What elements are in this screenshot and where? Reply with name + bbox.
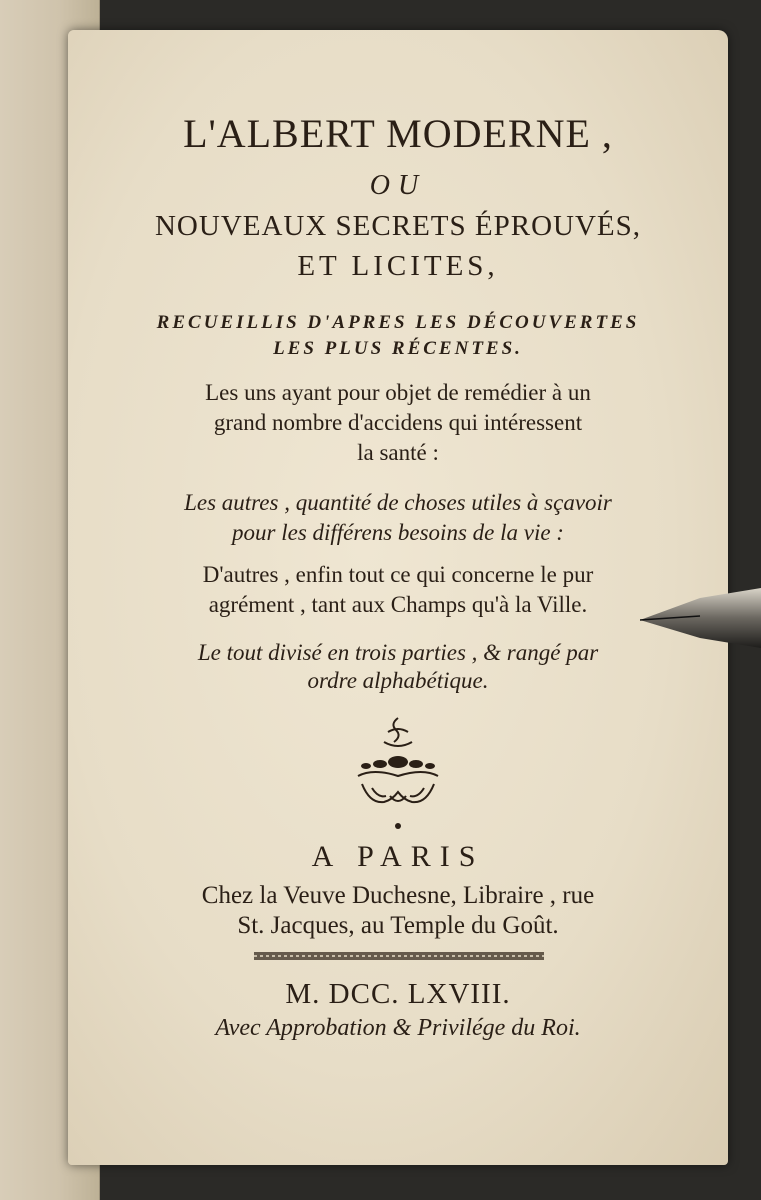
publication-date: M. DCC. LXVIII. bbox=[285, 978, 511, 1010]
paragraph-2-line-1: Les autres , quantité de choses utiles à sçavoir bbox=[184, 490, 612, 515]
book-title: L'ALBERT MODERNE , bbox=[183, 111, 613, 156]
paragraph-3-line-1: D'autres , enfin tout ce qui concerne le pur bbox=[202, 562, 594, 587]
paragraph-4-line-2: ordre alphabétique. bbox=[307, 668, 489, 693]
subtitle-line-1: NOUVEAUX SECRETS ÉPROUVÉS, bbox=[154, 210, 641, 242]
title-page bbox=[68, 30, 728, 1165]
city: A PARIS bbox=[311, 840, 485, 873]
paragraph-3-line-2: agrément , tant aux Champs qu'à la Ville. bbox=[208, 592, 588, 617]
imprint-line-2: St. Jacques, au Temple du Goût. bbox=[237, 912, 559, 939]
subtitle-line-2: ET LICITES, bbox=[297, 250, 499, 282]
ou-separator: OU bbox=[369, 170, 427, 201]
imprint-line-1: Chez la Veuve Duchesne, Libraire , rue bbox=[201, 882, 595, 909]
pen-nib bbox=[640, 588, 761, 648]
paragraph-1-line-3: la santé : bbox=[357, 440, 439, 465]
paragraph-1-line-2: grand nombre d'accidens qui intéressent bbox=[213, 410, 583, 435]
paragraph-1-line-1: Les uns ayant pour objet de remédier à un bbox=[205, 380, 591, 405]
recueillis-line-1: RECUEILLIS D'APRES LES DÉCOUVERTES bbox=[156, 312, 640, 333]
recueillis-line-2: LES PLUS RÉCENTES. bbox=[273, 338, 523, 359]
paragraph-4-line-1: Le tout divisé en trois parties , & rangé par bbox=[197, 640, 599, 665]
approbation: Avec Approbation & Privilége du Roi. bbox=[215, 1015, 581, 1041]
decorative-rule bbox=[254, 950, 544, 962]
printers-ornament bbox=[348, 714, 448, 834]
paragraph-2-line-2: pour les différens besoins de la vie : bbox=[232, 520, 564, 545]
